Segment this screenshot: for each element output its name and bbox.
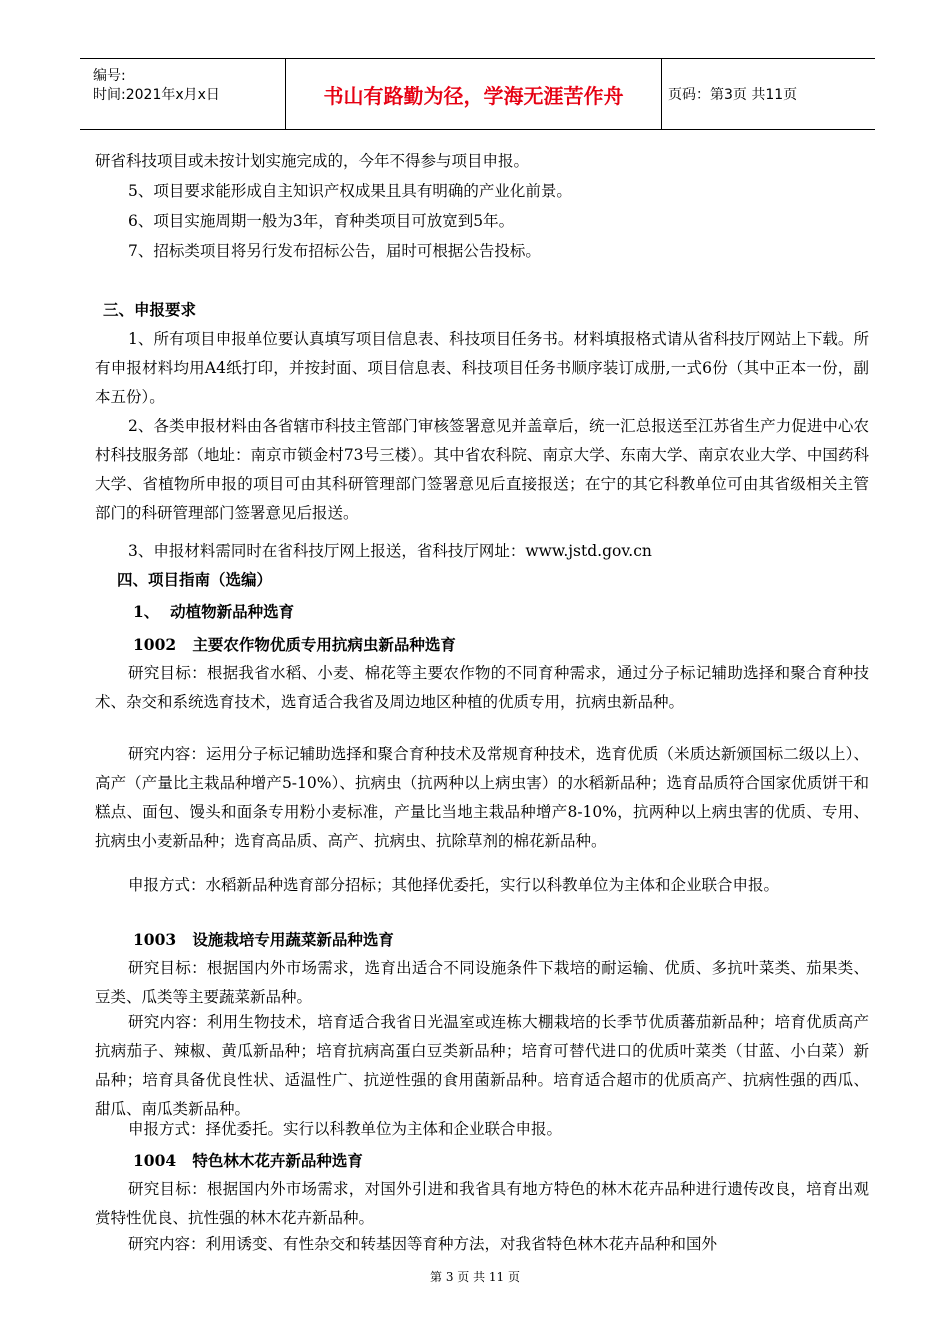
paragraph: 7、招标类项目将另行发布招标公告，届时可根据公告投标。	[128, 242, 541, 260]
paragraph: 研究目标：根据国内外市场需求，选育出适合不同设施条件下栽培的耐运输、优质、多抗叶菜类、茄果类、豆类、瓜类等主要蔬菜新品种。	[95, 959, 869, 1006]
paragraph: 研究内容：利用生物技术，培育适合我省日光温室或连栋大棚栽培的长季节优质蕃茄新品种；培育优质高产抗病茄子、辣椒、黄瓜新品种；培育抗病高蛋白豆类新品种；培育可替代进口的优质叶菜类（甘蓝、小白菜）新品种；培育具备优良性状、适温性广、抗逆性强的食用菌新品种。培育适合超市的优质高产、抗病性强的西瓜、甜瓜、南瓜类新品种。	[95, 1013, 869, 1118]
code-label: 编号:	[93, 68, 126, 84]
paragraph: 研省科技项目或未按计划实施完成的，今年不得参与项目申报。	[95, 152, 530, 170]
paragraph: 申报方式：水稻新品种选育部分招标；其他择优委托，实行以科教单位为主体和企业联合申报。	[128, 876, 780, 894]
paragraph: 研究内容：利用诱变、有性杂交和转基因等育种方法，对我省特色林木花卉品种和国外	[128, 1235, 718, 1253]
paragraph: 研究目标：根据我省水稻、小麦、棉花等主要农作物的不同育种需求，通过分子标记辅助选择和聚合育种技术、杂交和系统选育技术，选育适合我省及周边地区种植的优质专用，抗病虫新品种。	[95, 664, 869, 711]
time-label: 时间:2021年x月x日	[93, 87, 220, 103]
page-header	[80, 58, 875, 130]
paragraph: 研究内容：运用分子标记辅助选择和聚合育种技术及常规育种技术，选育优质（米质达新颁国标二级以上）、高产（产量比主栽品种增产5-10%）、抗病虫（抗两种以上病虫害）的水稻新品种；选育品质符合国家优质饼干和糕点、面包、馒头和面条专用粉小麦标准，产量比当地主栽品种增产8-10%，抗两种以上病虫害的优质、专用、抗病虫小麦新品种；选育高品质、高产、抗病虫、抗除草剂的棉花新品种。	[95, 745, 869, 850]
subsection-heading: 1、 动植物新品种选育	[133, 602, 295, 621]
paragraph: 3、申报材料需同时在省科技厅网上报送，省科技厅网址：www.jstd.gov.cn	[128, 542, 652, 560]
paragraph: 5、项目要求能形成自主知识产权成果且具有明确的产业化前景。	[128, 182, 572, 200]
paragraph: 2、各类申报材料由各省辖市科技主管部门审核签署意见并盖章后，统一汇总报送至江苏省生产力促进中心农村科技服务部（地址：南京市锁金村73号三楼）。其中省农科院、南京大学、东南大学、南京农业大学、中国药科大学、省植物所申报的项目可由其科研管理部门签署意见后直接报送；在宁的其它科教单位可由其省级相关主管部门的科研管理部门签署意见后报送。	[95, 417, 869, 522]
page-info: 页码：第3页 共11页	[668, 87, 798, 103]
project-title: 1002 主要农作物优质专用抗病虫新品种选育	[133, 635, 456, 654]
motto: 书山有路勤为径，学海无涯苦作舟	[285, 59, 662, 129]
header-meta-cell	[80, 59, 285, 129]
paragraph: 研究目标：根据国内外市场需求，对国外引进和我省具有地方特色的林木花卉品种进行遗传改良，培育出观赏特性优良、抗性强的林木花卉新品种。	[95, 1180, 869, 1227]
section-heading: 四、项目指南（选编）	[117, 571, 273, 589]
page-info-cell	[662, 59, 875, 129]
paragraph: 6、项目实施周期一般为3年，育种类项目可放宽到5年。	[128, 212, 515, 230]
project-title: 1004 特色林木花卉新品种选育	[133, 1151, 363, 1170]
page-footer: 第 3 页 共 11 页	[430, 1270, 520, 1284]
paragraph: 申报方式：择优委托。实行以科教单位为主体和企业联合申报。	[128, 1120, 563, 1138]
project-title: 1003 设施栽培专用蔬菜新品种选育	[133, 930, 394, 949]
section-heading: 三、申报要求	[103, 301, 197, 319]
paragraph: 1、所有项目申报单位要认真填写项目信息表、科技项目任务书。材料填报格式请从省科技厅网站上下载。所有申报材料均用A4纸打印，并按封面、项目信息表、科技项目任务书顺序装订成册,一式6份（其中正本一份，副本五份）。	[95, 330, 869, 406]
